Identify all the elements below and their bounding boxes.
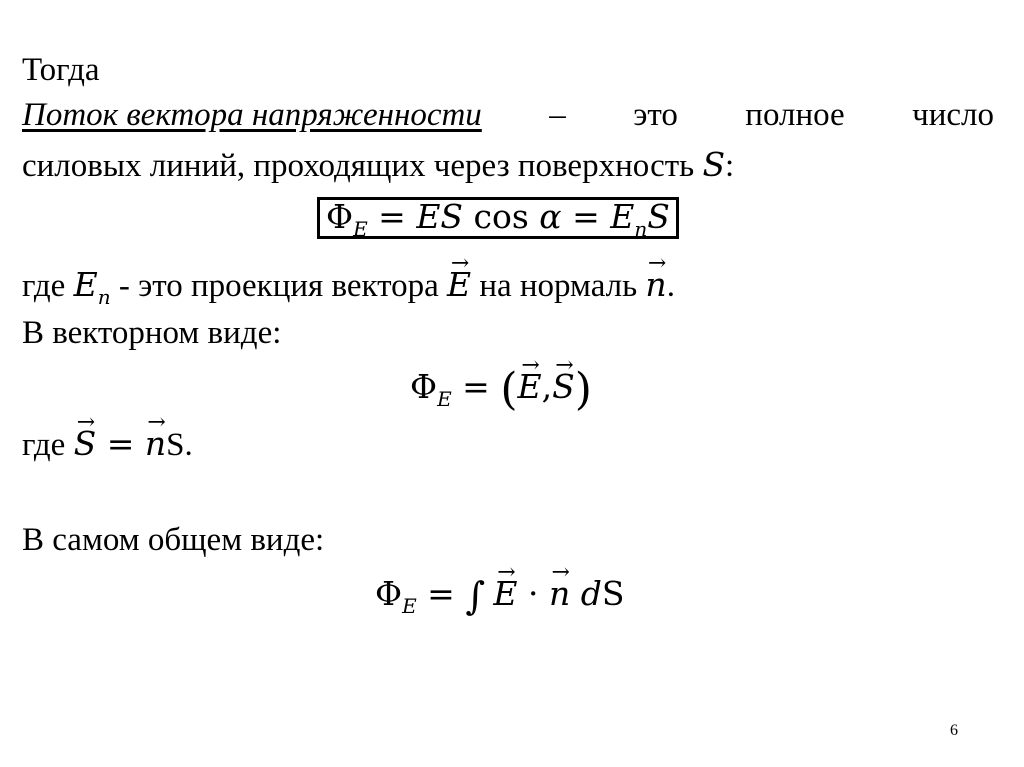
vector-e: → E: [517, 365, 541, 409]
definition-line-2-text: силовых линий, проходящих через поверхность: [22, 148, 703, 184]
word-chislo: число: [912, 97, 994, 133]
equals: =: [367, 197, 417, 236]
period: .: [666, 268, 675, 304]
vector-s: → S: [74, 424, 97, 464]
s-text: S.: [166, 427, 193, 463]
word-polnoe: полное: [745, 97, 845, 133]
differential-d: d: [570, 574, 602, 613]
right-paren: ): [574, 364, 592, 415]
vector-n: → n: [645, 265, 666, 305]
phi-subscript: E: [353, 217, 368, 241]
formula-box: [317, 197, 679, 239]
intro-text: Тогда: [22, 52, 100, 88]
es-term: ES: [416, 197, 464, 236]
en-sub: n: [97, 285, 111, 309]
flux-vector-formula: [410, 365, 592, 421]
flux-integral-formula: [375, 572, 624, 628]
definition-line-1: [22, 95, 994, 135]
colon: :: [725, 148, 735, 184]
vector-s: → S: [552, 365, 575, 409]
equals: =: [416, 574, 466, 613]
definition-line-2: [22, 145, 734, 186]
normal-text: на нормаль: [471, 268, 646, 304]
word-eto: это: [633, 97, 678, 133]
where-line-2: [22, 424, 193, 465]
dash: –: [549, 97, 566, 133]
phi-subscript: E: [402, 594, 417, 618]
vector-n: → n: [145, 424, 166, 464]
differential-s: S: [601, 574, 625, 613]
cos: cos: [463, 197, 540, 236]
integral-sign: ∫: [465, 574, 486, 618]
vector-form-text: В векторном виде:: [22, 315, 282, 351]
definition-term: Поток вектора напряженности: [22, 97, 482, 133]
left-paren: (: [500, 364, 518, 415]
page-number: 6: [950, 722, 958, 739]
vector-e: → E: [493, 572, 517, 616]
s-term: S: [647, 197, 670, 236]
en-term: E: [610, 197, 635, 236]
dot-product: ·: [517, 574, 549, 613]
phi-symbol: Φ: [326, 197, 354, 236]
where-text: где: [22, 268, 74, 304]
phi-symbol: Φ: [410, 367, 438, 406]
equals-2: =: [561, 197, 611, 236]
flux-formula-boxed: [317, 195, 679, 251]
vector-n: → n: [549, 572, 570, 616]
surface-symbol: S: [702, 145, 726, 184]
projection-text: - это проекция вектора: [110, 268, 447, 304]
vector-e: → E: [447, 265, 471, 305]
where-text: где: [22, 427, 74, 463]
alpha: α: [539, 197, 562, 236]
phi-subscript: E: [437, 387, 452, 411]
comma: ,: [541, 367, 553, 406]
where-line-1: [22, 265, 675, 317]
general-form-text: В самом общем виде:: [22, 522, 325, 558]
phi-symbol: Φ: [375, 574, 403, 613]
en-symbol: E: [73, 265, 98, 304]
equals: =: [96, 424, 145, 463]
equals: =: [451, 367, 501, 406]
en-subscript: n: [634, 217, 648, 241]
